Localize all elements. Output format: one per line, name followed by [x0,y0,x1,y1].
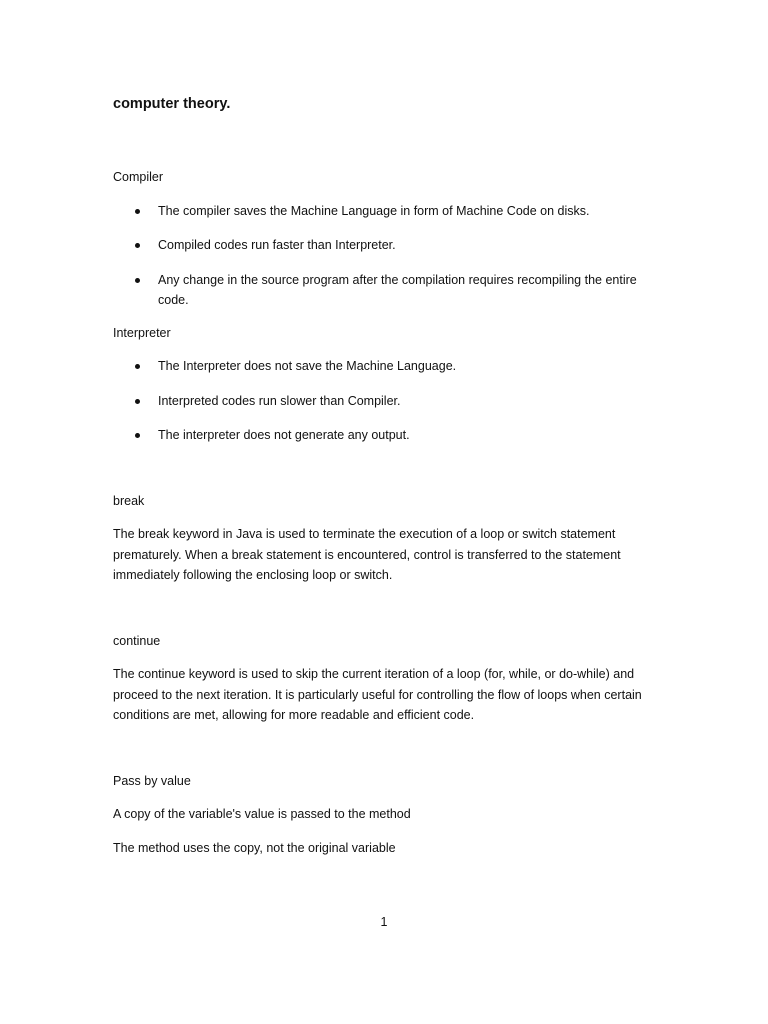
page-number: 1 [380,915,388,929]
bullet-text: Interpreted codes run slower than Compiler. [158,393,401,408]
interpreter-bullet-list [113,356,658,446]
compiler-bullet-list [113,201,658,311]
bullet-icon [135,278,140,283]
list-item [113,356,658,377]
list-item [113,201,658,222]
pass-by-value-line: The method uses the copy, not the original variable [113,840,396,855]
page-content [113,94,658,858]
bullet-icon [135,209,140,214]
paragraph-continue: The continue keyword is used to skip the current iteration of a loop (for, while, or do-while) and proceed to the next iteration. It is particularly useful for controlling the flow of loops when certain conditions are met, allowing for more readable and efficient code. [113,667,642,722]
heading-compiler: Compiler [113,170,164,184]
list-item [113,425,658,446]
bullet-text: Compiled codes run faster than Interpreter. [158,238,396,252]
heading-pass-by-value: Pass by value [113,773,191,788]
bullet-text: The compiler saves the Machine Language in form of Machine Code on disks. [158,203,590,218]
heading-break: break [113,493,145,508]
bullet-text: Any change in the source program after the compilation requires recompiling the entire code. [158,272,637,307]
list-item [113,270,658,311]
bullet-icon [135,364,140,369]
list-item [113,391,658,412]
paragraph-break: The break keyword in Java is used to terminate the execution of a loop or switch statement prematurely. When a break statement is encountered, control is transferred to the statement immediately following the enclosing loop or switch. [113,527,621,582]
bullet-text: The Interpreter does not save the Machine Language. [158,359,457,373]
bullet-icon [135,243,140,248]
pass-by-value-line: A copy of the variable's value is passed to the method [113,807,411,821]
document-title: computer theory. [113,96,231,112]
heading-continue: continue [113,633,161,648]
bullet-text: The interpreter does not generate any output. [158,428,410,442]
bullet-icon [135,399,140,404]
list-item [113,235,658,256]
bullet-icon [135,433,140,438]
heading-interpreter: Interpreter [113,325,171,340]
